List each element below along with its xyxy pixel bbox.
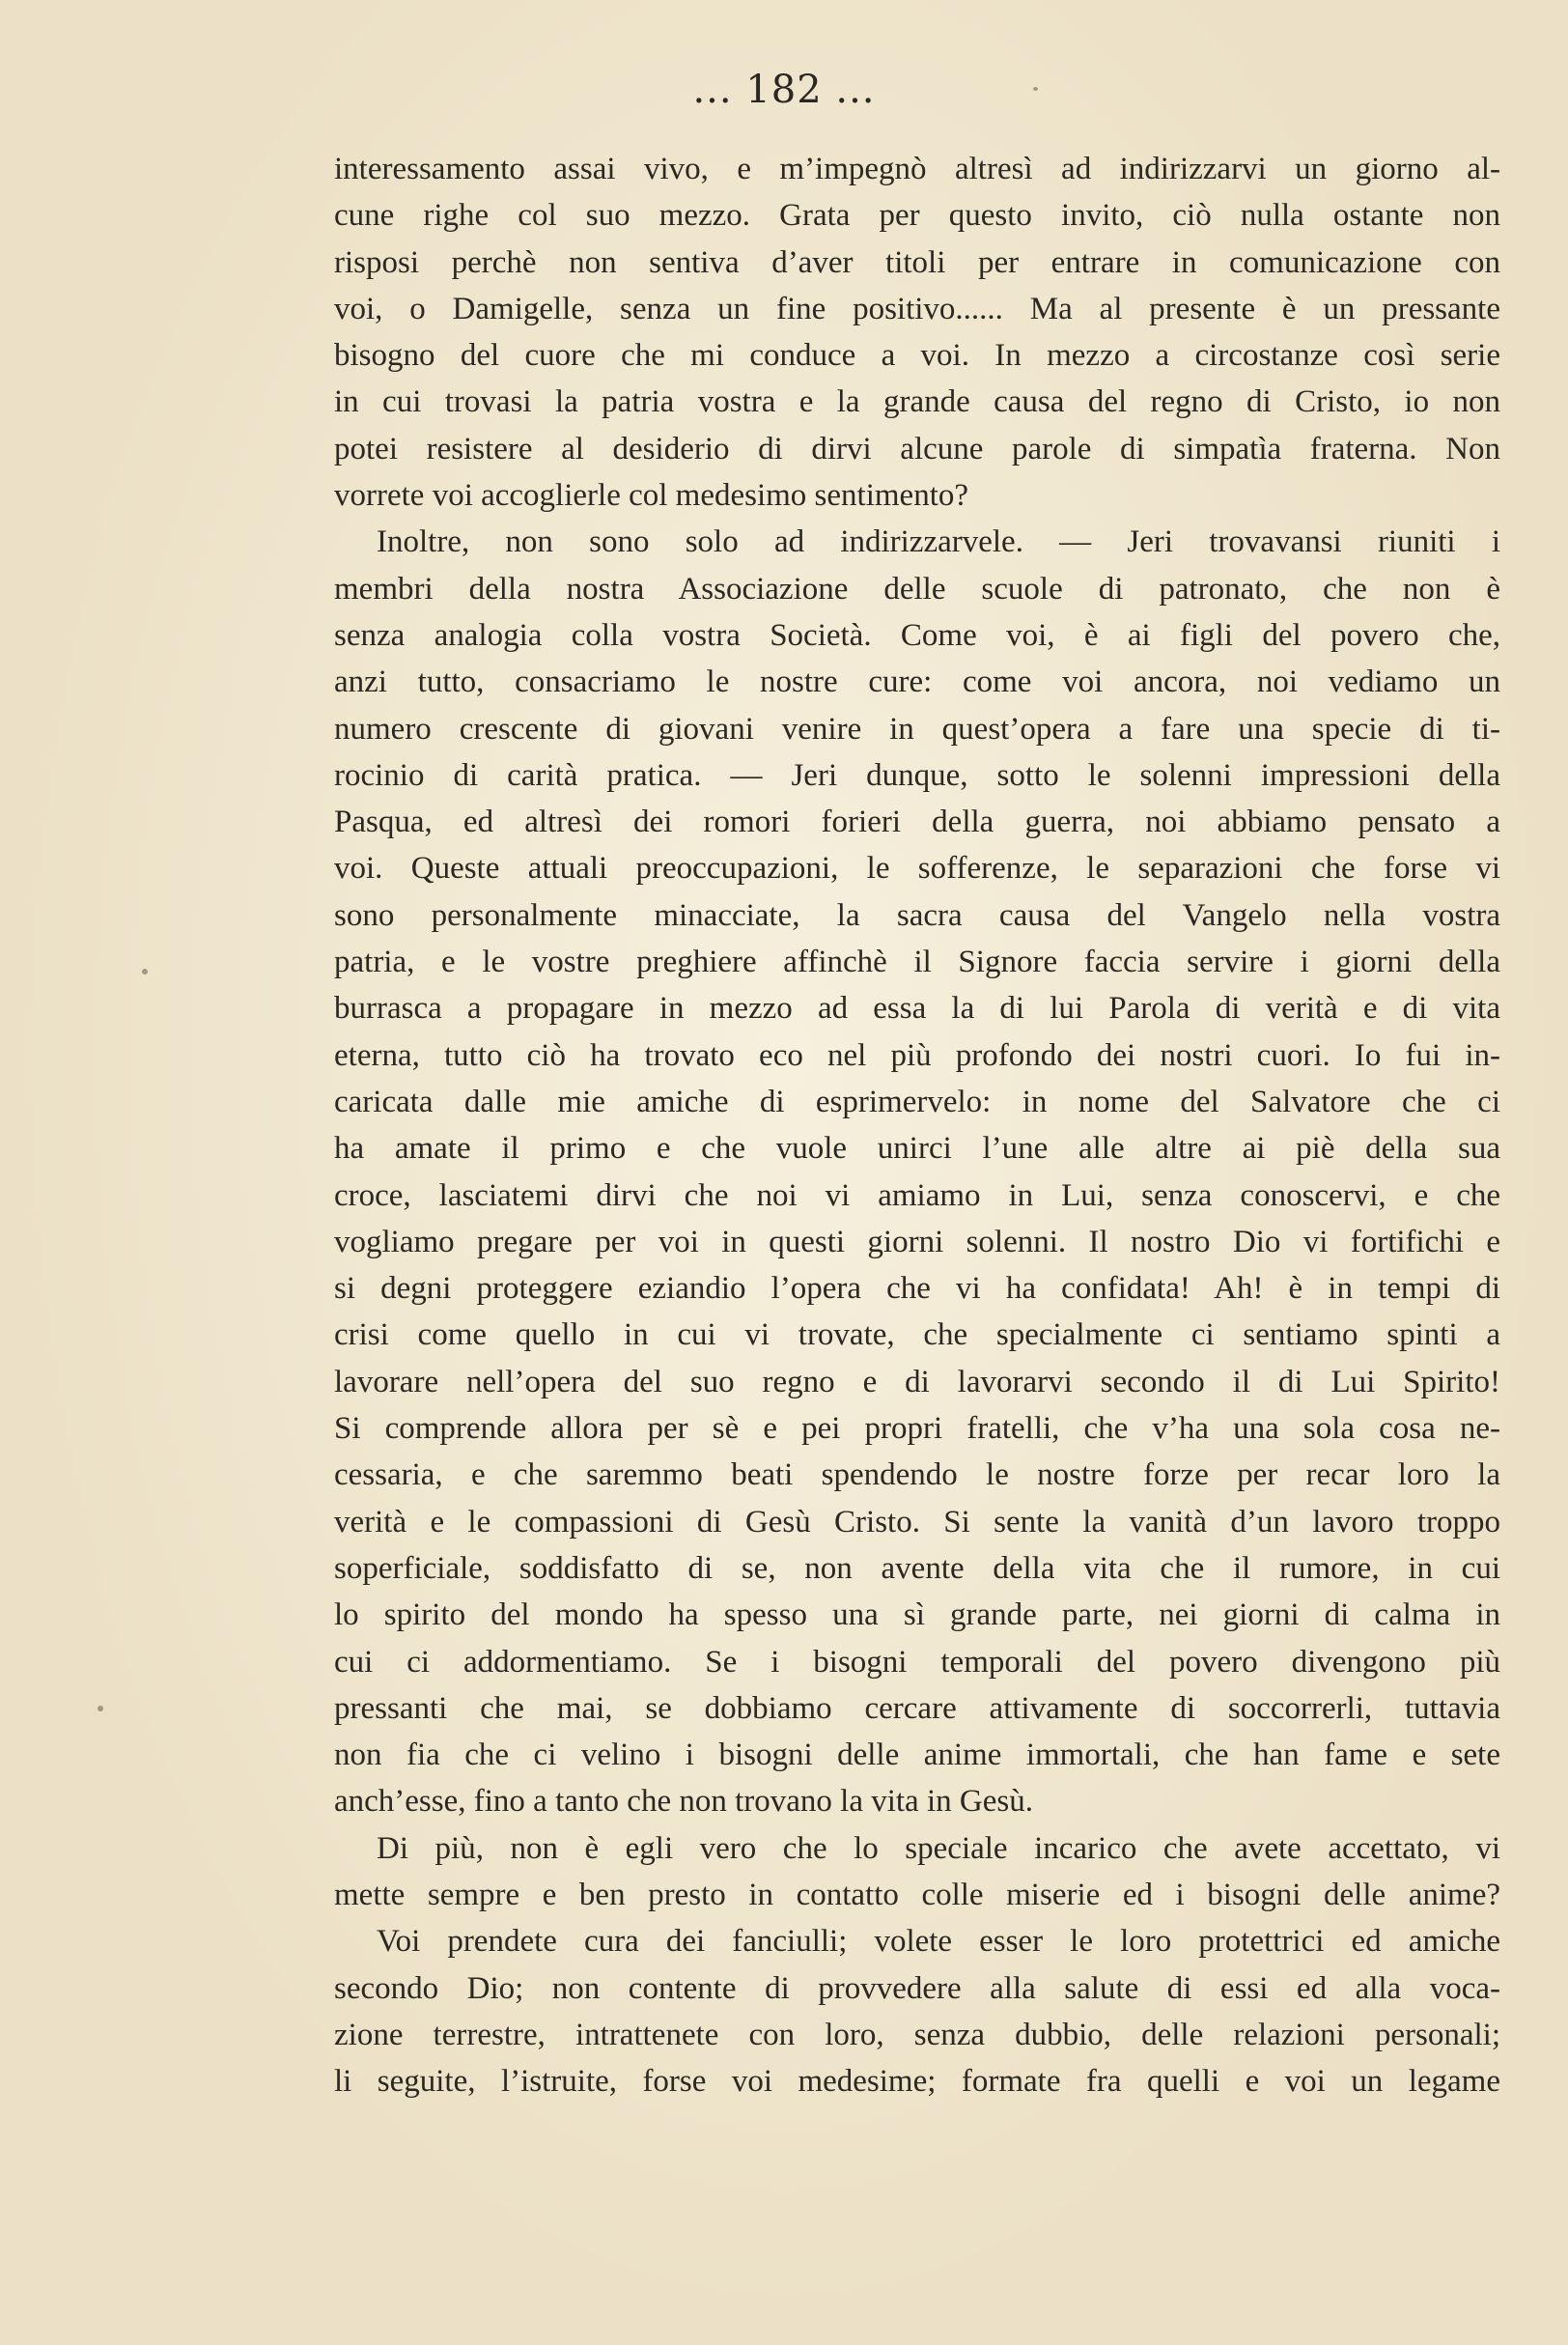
text-line: vorrete voi accoglierle col medesimo sentimento? xyxy=(334,478,969,514)
text-line: vogliamo pregare per voi in questi giorni solenni. Il nostro Dio vi fortifichi e xyxy=(334,1224,1500,1259)
text-line: lavorare nell’opera del suo regno e di lavorarvi secondo il di Lui Spirito! xyxy=(334,1364,1500,1399)
text-line: Si comprende allora per sè e pei propri fratelli, che v’ha una sola cosa ne- xyxy=(334,1411,1500,1447)
text-line: mette sempre e ben presto in contatto colle miserie ed i bisogni delle anime? xyxy=(334,1877,1500,1912)
text-line: soperficiale, soddisfatto di se, non avente della vita che il rumore, in cui xyxy=(334,1550,1500,1586)
text-line: risposi perchè non sentiva d’aver titoli per entrare in comunicazione con xyxy=(334,244,1500,280)
ink-speck xyxy=(1033,87,1038,91)
text-line: interessamento assai vivo, e m’impegnò altresì ad indirizzarvi un giorno al- xyxy=(334,152,1500,186)
text-line: voi, o Damigelle, senza un fine positivo...... Ma al presente è un pressante xyxy=(334,291,1500,326)
text-line: eterna, tutto ciò ha trovato eco nel più profondo dei nostri cuori. Io fui in- xyxy=(334,1037,1500,1073)
text-line: potei resistere al desiderio di dirvi alcune parole di simpatìa fraterna. Non xyxy=(334,431,1500,466)
text-line: voi. Queste attuali preoccupazioni, le sofferenze, le separazioni che forse vi xyxy=(334,851,1500,887)
text-line: in cui trovasi la patria vostra e la grande causa del regno di Cristo, io non xyxy=(334,384,1500,420)
ink-speck xyxy=(142,969,148,975)
text-line: pressanti che mai, se dobbiamo cercare attivamente di soccorrerli, tuttavia xyxy=(334,1690,1500,1726)
text-line: sono personalmente minacciate, la sacra causa del Vangelo nella vostra xyxy=(334,897,1500,933)
body-text xyxy=(334,146,1500,2105)
text-line: croce, lasciatemi dirvi che noi vi amiamo in Lui, senza conoscervi, e che xyxy=(334,1177,1500,1213)
text-line: Pasqua, ed altresì dei romori forieri della guerra, noi abbiamo pensato a xyxy=(334,805,1500,840)
text-line: numero crescente di giovani venire in quest’opera a fare una specie di ti- xyxy=(334,711,1500,747)
text-line: burrasca a propagare in mezzo ad essa la di lui Parola di verità e di vita xyxy=(334,991,1500,1027)
text-line: si degni proteggere eziandio l’opera che vi ha confidata! Ah! è in tempi di xyxy=(334,1271,1500,1307)
text-line: non fia che ci velino i bisogni delle anime immortali, che han fame e sete xyxy=(334,1738,1500,1773)
text-line: Voi prendete cura dei fanciulli; volete esser le loro protettrici ed amiche xyxy=(377,1924,1500,1960)
text-line: zione terrestre, intrattenete con loro, senza dubbio, delle relazioni personali; xyxy=(334,2017,1500,2052)
ink-speck xyxy=(98,1706,103,1711)
text-line: patria, e le vostre preghiere affinchè il Signore faccia servire i giorni della xyxy=(334,945,1500,980)
text-line: bisogno del cuore che mi conduce a voi. In mezzo a circostanze così serie xyxy=(334,338,1500,374)
text-line: senza analogia colla vostra Società. Come voi, è ai figli del povero che, xyxy=(334,617,1500,653)
page-number: ... 182 ... xyxy=(692,68,876,112)
text-line: caricata dalle mie amiche di esprimervelo: in nome del Salvatore che ci xyxy=(334,1084,1500,1119)
text-line: li seguite, l’istruite, forse voi medesime; formate fra quelli e voi un legame xyxy=(334,2064,1500,2100)
text-line: Di più, non è egli vero che lo speciale incarico che avete accettato, vi xyxy=(377,1830,1500,1866)
text-line: cune righe col suo mezzo. Grata per questo invito, ciò nulla ostante non xyxy=(334,198,1500,234)
text-line: cui ci addormentiamo. Se i bisogni temporali del povero divengono più xyxy=(334,1644,1500,1680)
text-line: membri della nostra Associazione delle scuole di patronato, che non è xyxy=(334,571,1500,607)
text-line: Inoltre, non sono solo ad indirizzarvele. — Jeri trovavansi riuniti i xyxy=(377,524,1500,560)
text-line: crisi come quello in cui vi trovate, che specialmente ci sentiamo spinti a xyxy=(334,1317,1500,1353)
text-line: secondo Dio; non contente di provvedere alla salute di essi ed alla voca- xyxy=(334,1970,1500,2006)
text-line: ha amate il primo e che vuole unirci l’une alle altre ai piè della sua xyxy=(334,1131,1500,1167)
text-line: verità e le compassioni di Gesù Cristo. Si sente la vanità d’un lavoro troppo xyxy=(334,1504,1500,1540)
text-line: rocinio di carità pratica. — Jeri dunque, sotto le solenni impressioni della xyxy=(334,757,1500,793)
text-line: cessaria, e che saremmo beati spendendo le nostre forze per recar loro la xyxy=(334,1457,1500,1493)
text-line: anzi tutto, consacriamo le nostre cure: come voi ancora, noi vediamo un xyxy=(334,664,1500,700)
text-line: lo spirito del mondo ha spesso una sì grande parte, nei giorni di calma in xyxy=(334,1597,1500,1633)
text-line: anch’esse, fino a tanto che non trovano la vita in Gesù. xyxy=(334,1784,1033,1820)
